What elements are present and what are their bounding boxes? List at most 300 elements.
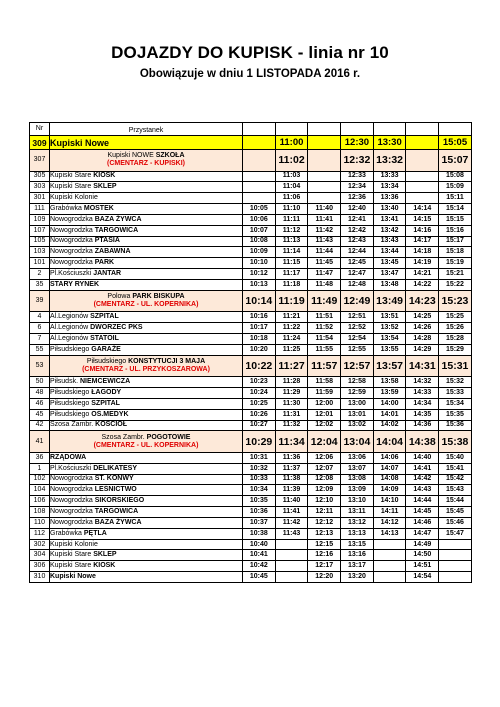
stop-name bbox=[50, 409, 243, 420]
stop-street: Nowogrodzka bbox=[50, 248, 95, 256]
stop-street: Kupiski Stare bbox=[50, 562, 94, 570]
departure-time bbox=[243, 136, 276, 150]
departure-time: 14:50 bbox=[406, 550, 439, 561]
stop-label: PTASIA bbox=[94, 237, 120, 245]
departure-time: 11:34 bbox=[275, 431, 308, 453]
departure-time: 14:26 bbox=[406, 323, 439, 334]
departure-time: 11:02 bbox=[275, 150, 308, 172]
stop-name-line bbox=[50, 205, 114, 212]
stop-street: Kupiski Kolonie bbox=[50, 194, 98, 202]
stop-label: STATOIL bbox=[90, 334, 119, 342]
departure-time: 13:10 bbox=[341, 496, 374, 507]
stop-label: Kupiski Nowe bbox=[50, 137, 110, 148]
stop-street: Piłsudskiego bbox=[50, 388, 92, 396]
departure-time: 14:00 bbox=[373, 398, 406, 409]
stop-name-line bbox=[50, 172, 115, 179]
stop-number: 6 bbox=[30, 323, 50, 334]
departure-time: 13:12 bbox=[341, 517, 374, 528]
stop-name-line bbox=[50, 183, 117, 190]
table-row bbox=[30, 572, 472, 583]
departure-time: 12:58 bbox=[341, 377, 374, 388]
departure-time: 12:20 bbox=[308, 572, 341, 583]
stop-street: Nowogrodzka bbox=[50, 508, 95, 516]
departure-time: 14:42 bbox=[406, 474, 439, 485]
departure-time: 12:06 bbox=[308, 452, 341, 463]
stop-street: Pl.Kościuszki bbox=[50, 464, 94, 472]
stop-number: 103 bbox=[30, 247, 50, 258]
departure-time: 10:26 bbox=[243, 409, 276, 420]
stop-name-line bbox=[50, 421, 127, 428]
departure-time bbox=[439, 572, 472, 583]
stop-label: ŁAGODY bbox=[91, 388, 122, 396]
table-row bbox=[30, 528, 472, 539]
departure-time: 11:27 bbox=[275, 355, 308, 377]
departure-time: 15:36 bbox=[439, 420, 472, 431]
stop-label: SKLEP bbox=[93, 551, 117, 559]
stop-number: 307 bbox=[30, 150, 50, 172]
departure-time: 14:12 bbox=[373, 517, 406, 528]
stop-name bbox=[50, 561, 243, 572]
stop-name-line bbox=[50, 270, 121, 277]
stop-number: 4 bbox=[30, 312, 50, 323]
stop-label: KONSTYTUCJI 3 MAJA bbox=[128, 357, 206, 365]
departure-time: 11:31 bbox=[275, 409, 308, 420]
departure-time: 15:45 bbox=[439, 507, 472, 518]
departure-time: 14:23 bbox=[406, 290, 439, 312]
departure-time: 13:45 bbox=[373, 258, 406, 269]
departure-time: 10:23 bbox=[243, 377, 276, 388]
departure-time: 13:30 bbox=[373, 136, 406, 150]
table-row bbox=[30, 485, 472, 496]
stop-name bbox=[50, 247, 243, 258]
departure-time: 13:59 bbox=[373, 388, 406, 399]
stop-name-line bbox=[50, 293, 242, 301]
stop-street: Nowogrodzka bbox=[50, 237, 95, 245]
column-header-nr: Nr bbox=[30, 123, 50, 136]
departure-time bbox=[373, 539, 406, 550]
departure-time: 11:49 bbox=[308, 290, 341, 312]
stop-name bbox=[50, 279, 243, 290]
departure-time: 11:42 bbox=[308, 225, 341, 236]
departure-time bbox=[275, 550, 308, 561]
stop-street: Al.Legionów bbox=[50, 324, 91, 332]
departure-time bbox=[439, 561, 472, 572]
departure-time: 11:13 bbox=[275, 236, 308, 247]
departure-time: 12:30 bbox=[341, 136, 374, 150]
departure-time: 10:18 bbox=[243, 333, 276, 344]
stop-number: 110 bbox=[30, 517, 50, 528]
stop-number: 305 bbox=[30, 171, 50, 182]
departure-time: 14:36 bbox=[406, 420, 439, 431]
departure-time: 14:34 bbox=[406, 398, 439, 409]
departure-time: 11:15 bbox=[275, 258, 308, 269]
departure-time: 15:17 bbox=[439, 236, 472, 247]
departure-time: 13:13 bbox=[341, 528, 374, 539]
departure-time bbox=[275, 561, 308, 572]
stop-street: Nowogrodzka bbox=[50, 475, 95, 483]
departure-time: 11:44 bbox=[308, 247, 341, 258]
table-row bbox=[30, 333, 472, 344]
stop-name-line bbox=[50, 237, 120, 244]
table-row bbox=[30, 214, 472, 225]
departure-time: 10:38 bbox=[243, 528, 276, 539]
stop-label: PARK bbox=[94, 259, 115, 267]
departure-time: 11:47 bbox=[308, 269, 341, 280]
table-row bbox=[30, 290, 472, 312]
stop-label: ZABAWNA bbox=[94, 248, 131, 256]
stop-street: Piłsudskiego bbox=[50, 399, 92, 407]
table-row bbox=[30, 258, 472, 269]
table-row bbox=[30, 539, 472, 550]
stop-number: 7 bbox=[30, 333, 50, 344]
departure-time: 13:07 bbox=[341, 463, 374, 474]
departure-time: 13:43 bbox=[373, 236, 406, 247]
departure-time: 15:23 bbox=[439, 290, 472, 312]
departure-time: 12:13 bbox=[308, 528, 341, 539]
stop-number: 304 bbox=[30, 550, 50, 561]
stop-name-line bbox=[50, 248, 131, 255]
table-row bbox=[30, 312, 472, 323]
departure-time: 13:58 bbox=[373, 377, 406, 388]
departure-time: 11:06 bbox=[275, 193, 308, 204]
departure-time: 10:34 bbox=[243, 485, 276, 496]
departure-time: 11:48 bbox=[308, 279, 341, 290]
departure-time bbox=[439, 550, 472, 561]
departure-time: 14:35 bbox=[406, 409, 439, 420]
stop-name bbox=[50, 398, 243, 409]
departure-time: 11:36 bbox=[275, 452, 308, 463]
stop-name-line bbox=[50, 551, 117, 558]
departure-time: 14:29 bbox=[406, 344, 439, 355]
departure-time bbox=[406, 150, 439, 172]
departure-time: 12:42 bbox=[341, 225, 374, 236]
stop-name-line bbox=[50, 281, 99, 288]
stop-label: JANTAR bbox=[93, 270, 122, 278]
departure-time: 11:19 bbox=[275, 290, 308, 312]
departure-time: 14:17 bbox=[406, 236, 439, 247]
stop-label: Kupiski Nowe bbox=[50, 573, 96, 581]
departure-time: 12:34 bbox=[341, 182, 374, 193]
departure-time: 12:52 bbox=[341, 323, 374, 334]
stop-number: 301 bbox=[30, 193, 50, 204]
column-header-time bbox=[341, 123, 374, 136]
stop-name-line bbox=[50, 541, 98, 548]
departure-time: 11:43 bbox=[308, 236, 341, 247]
stop-street: Nowogrodzka bbox=[50, 215, 95, 223]
departure-time: 12:44 bbox=[341, 247, 374, 258]
stop-number: 39 bbox=[30, 290, 50, 312]
stop-number: 306 bbox=[30, 561, 50, 572]
departure-time: 11:14 bbox=[275, 247, 308, 258]
departure-time bbox=[275, 539, 308, 550]
departure-time: 12:15 bbox=[308, 539, 341, 550]
table-row bbox=[30, 323, 472, 334]
departure-time: 15:38 bbox=[439, 431, 472, 453]
stop-label: PARK BISKUPA bbox=[132, 293, 185, 301]
departure-time: 10:40 bbox=[243, 539, 276, 550]
departure-time: 12:02 bbox=[308, 420, 341, 431]
departure-time: 10:14 bbox=[243, 290, 276, 312]
departure-time: 10:45 bbox=[243, 572, 276, 583]
departure-time: 14:38 bbox=[406, 431, 439, 453]
stop-name-line bbox=[50, 346, 121, 353]
departure-time bbox=[373, 550, 406, 561]
stop-name bbox=[50, 550, 243, 561]
stop-name bbox=[50, 377, 243, 388]
stop-number: 35 bbox=[30, 279, 50, 290]
stop-street: Grabówka bbox=[50, 529, 84, 537]
departure-time bbox=[308, 182, 341, 193]
stop-street: Pl.Kościuszki bbox=[50, 270, 94, 278]
departure-time bbox=[243, 182, 276, 193]
table-row bbox=[30, 247, 472, 258]
table-row bbox=[30, 171, 472, 182]
departure-time: 14:15 bbox=[406, 214, 439, 225]
table-row bbox=[30, 474, 472, 485]
stop-label: SZPITAL bbox=[91, 399, 120, 407]
stop-name-line bbox=[50, 497, 144, 504]
departure-time: 14:21 bbox=[406, 269, 439, 280]
departure-time: 15:33 bbox=[439, 388, 472, 399]
table-row bbox=[30, 431, 472, 453]
stop-name bbox=[50, 171, 243, 182]
table-row bbox=[30, 496, 472, 507]
departure-time: 15:41 bbox=[439, 463, 472, 474]
departure-time: 14:40 bbox=[406, 452, 439, 463]
departure-time: 15:16 bbox=[439, 225, 472, 236]
departure-time: 13:33 bbox=[373, 171, 406, 182]
departure-time: 12:41 bbox=[341, 214, 374, 225]
table-row bbox=[30, 463, 472, 474]
column-header-time bbox=[439, 123, 472, 136]
stop-name-line bbox=[50, 378, 130, 385]
stop-name bbox=[50, 182, 243, 193]
table-row bbox=[30, 150, 472, 172]
stop-number: 105 bbox=[30, 236, 50, 247]
departure-time: 13:40 bbox=[373, 204, 406, 215]
stop-label: PĘTLA bbox=[83, 529, 107, 537]
stop-name bbox=[50, 269, 243, 280]
departure-time: 13:32 bbox=[373, 150, 406, 172]
stop-name-line bbox=[50, 216, 142, 223]
departure-time bbox=[406, 193, 439, 204]
stop-street: Al.Legionów bbox=[50, 313, 91, 321]
departure-time: 13:41 bbox=[373, 214, 406, 225]
departure-time: 11:30 bbox=[275, 398, 308, 409]
stop-name-line bbox=[50, 259, 114, 266]
stop-label: POGOTOWIE bbox=[146, 433, 191, 441]
departure-time: 11:51 bbox=[308, 312, 341, 323]
departure-time: 14:19 bbox=[406, 258, 439, 269]
stop-street: Kupiski Stare bbox=[50, 183, 94, 191]
stop-name-line bbox=[50, 194, 98, 201]
stop-number: 112 bbox=[30, 528, 50, 539]
departure-time: 15:35 bbox=[439, 409, 472, 420]
stop-street: Kupiski Kolonie bbox=[50, 540, 98, 548]
stop-name bbox=[50, 150, 243, 172]
stop-label: STARY RYNEK bbox=[50, 280, 100, 288]
departure-time: 11:41 bbox=[308, 214, 341, 225]
stop-label: RZĄDOWA bbox=[50, 453, 87, 461]
table-row bbox=[30, 388, 472, 399]
departure-time: 13:15 bbox=[341, 539, 374, 550]
departure-time: 15:09 bbox=[439, 182, 472, 193]
departure-time: 15:26 bbox=[439, 323, 472, 334]
departure-time: 15:08 bbox=[439, 171, 472, 182]
departure-time: 13:52 bbox=[373, 323, 406, 334]
departure-time: 13:55 bbox=[373, 344, 406, 355]
departure-time bbox=[243, 150, 276, 172]
stop-name bbox=[50, 204, 243, 215]
departure-time: 14:18 bbox=[406, 247, 439, 258]
departure-time: 15:07 bbox=[439, 150, 472, 172]
departure-time: 13:00 bbox=[341, 398, 374, 409]
departure-time: 14:08 bbox=[373, 474, 406, 485]
table-row bbox=[30, 355, 472, 377]
departure-time: 11:32 bbox=[275, 420, 308, 431]
stop-label: KOŚCIÓŁ bbox=[95, 421, 128, 429]
departure-time: 11:59 bbox=[308, 388, 341, 399]
departure-time: 10:37 bbox=[243, 517, 276, 528]
stop-label: ST. KONWY bbox=[94, 475, 134, 483]
departure-time: 12:12 bbox=[308, 517, 341, 528]
stop-name bbox=[50, 463, 243, 474]
stop-label: BAZA ŻYWCA bbox=[94, 518, 142, 526]
stop-name-line bbox=[50, 475, 134, 482]
departure-time: 11:03 bbox=[275, 171, 308, 182]
departure-time bbox=[308, 193, 341, 204]
departure-time: 10:20 bbox=[243, 344, 276, 355]
stop-name bbox=[50, 507, 243, 518]
departure-time: 10:24 bbox=[243, 388, 276, 399]
departure-time: 12:01 bbox=[308, 409, 341, 420]
departure-time: 15:11 bbox=[439, 193, 472, 204]
stop-number: 111 bbox=[30, 204, 50, 215]
stop-name-line bbox=[50, 508, 138, 515]
departure-time: 15:46 bbox=[439, 517, 472, 528]
departure-time: 13:17 bbox=[341, 561, 374, 572]
stop-name bbox=[50, 528, 243, 539]
departure-time: 11:55 bbox=[308, 344, 341, 355]
departure-time: 12:10 bbox=[308, 496, 341, 507]
departure-time: 15:14 bbox=[439, 204, 472, 215]
departure-time: 14:13 bbox=[373, 528, 406, 539]
departure-time: 15:34 bbox=[439, 398, 472, 409]
departure-time: 14:09 bbox=[373, 485, 406, 496]
stop-number: 104 bbox=[30, 485, 50, 496]
departure-time: 11:24 bbox=[275, 333, 308, 344]
departure-time: 11:12 bbox=[275, 225, 308, 236]
table-row bbox=[30, 561, 472, 572]
departure-time: 15:31 bbox=[439, 355, 472, 377]
stop-name bbox=[50, 452, 243, 463]
departure-time: 15:40 bbox=[439, 452, 472, 463]
column-header-time bbox=[406, 123, 439, 136]
stop-street: Al.Legionów bbox=[50, 334, 91, 342]
departure-time: 10:42 bbox=[243, 561, 276, 572]
departure-time: 11:45 bbox=[308, 258, 341, 269]
departure-time: 14:41 bbox=[406, 463, 439, 474]
stop-name bbox=[50, 333, 243, 344]
stop-name-line bbox=[50, 227, 138, 234]
stop-name bbox=[50, 355, 243, 377]
stop-number: 50 bbox=[30, 377, 50, 388]
cemetery-note: (CMENTARZ - UL. KOPERNIKA) bbox=[93, 301, 199, 309]
table-row bbox=[30, 452, 472, 463]
column-header-time bbox=[308, 123, 341, 136]
departure-time: 14:54 bbox=[406, 572, 439, 583]
stop-label: MOSTEK bbox=[83, 204, 114, 212]
departure-time bbox=[406, 136, 439, 150]
departure-time: 13:48 bbox=[373, 279, 406, 290]
table-row bbox=[30, 517, 472, 528]
departure-time: 14:22 bbox=[406, 279, 439, 290]
departure-time: 15:42 bbox=[439, 474, 472, 485]
stop-label: DELIKATESY bbox=[93, 464, 138, 472]
stop-number: 108 bbox=[30, 507, 50, 518]
departure-time: 15:22 bbox=[439, 279, 472, 290]
departure-time: 14:02 bbox=[373, 420, 406, 431]
stop-name bbox=[50, 496, 243, 507]
departure-time: 12:32 bbox=[341, 150, 374, 172]
stop-name bbox=[50, 388, 243, 399]
stop-label: NIEMCEWICZA bbox=[79, 378, 131, 386]
table-row bbox=[30, 398, 472, 409]
stop-name bbox=[50, 517, 243, 528]
departure-time: 10:12 bbox=[243, 269, 276, 280]
departure-time: 10:27 bbox=[243, 420, 276, 431]
stop-name-line bbox=[50, 400, 120, 407]
departure-time: 13:57 bbox=[373, 355, 406, 377]
stop-name bbox=[50, 225, 243, 236]
table-row bbox=[30, 420, 472, 431]
departure-time: 10:25 bbox=[243, 398, 276, 409]
departure-time: 11:11 bbox=[275, 214, 308, 225]
departure-time: 12:59 bbox=[341, 388, 374, 399]
stop-street: Nowogrodzka bbox=[50, 486, 95, 494]
departure-time: 12:47 bbox=[341, 269, 374, 280]
departure-time: 11:40 bbox=[275, 496, 308, 507]
departure-time: 11:42 bbox=[275, 517, 308, 528]
departure-time: 12:04 bbox=[308, 431, 341, 453]
stop-name bbox=[50, 474, 243, 485]
departure-time: 13:44 bbox=[373, 247, 406, 258]
departure-time: 14:01 bbox=[373, 409, 406, 420]
departure-time: 12:57 bbox=[341, 355, 374, 377]
table-row bbox=[30, 507, 472, 518]
departure-time: 10:36 bbox=[243, 507, 276, 518]
departure-time: 12:09 bbox=[308, 485, 341, 496]
departure-time: 11:00 bbox=[275, 136, 308, 150]
departure-time: 10:10 bbox=[243, 258, 276, 269]
departure-time bbox=[308, 136, 341, 150]
departure-time: 14:44 bbox=[406, 496, 439, 507]
departure-time: 10:05 bbox=[243, 204, 276, 215]
departure-time: 13:02 bbox=[341, 420, 374, 431]
departure-time: 12:49 bbox=[341, 290, 374, 312]
cemetery-note: (CMENTARZ - KUPISKI) bbox=[106, 160, 186, 168]
stop-name bbox=[50, 258, 243, 269]
stop-name-line bbox=[50, 358, 242, 366]
stop-name-line bbox=[50, 411, 129, 418]
stop-street: Piłsudskiego bbox=[86, 357, 129, 365]
departure-time: 13:04 bbox=[341, 431, 374, 453]
departure-time: 14:32 bbox=[406, 377, 439, 388]
stop-name-line bbox=[50, 335, 119, 342]
stop-street: Piłsudsk. bbox=[50, 378, 80, 386]
stop-name bbox=[50, 136, 243, 150]
page-subtitle: Obowiązuje w dniu 1 LISTOPADA 2016 r. bbox=[139, 68, 361, 80]
